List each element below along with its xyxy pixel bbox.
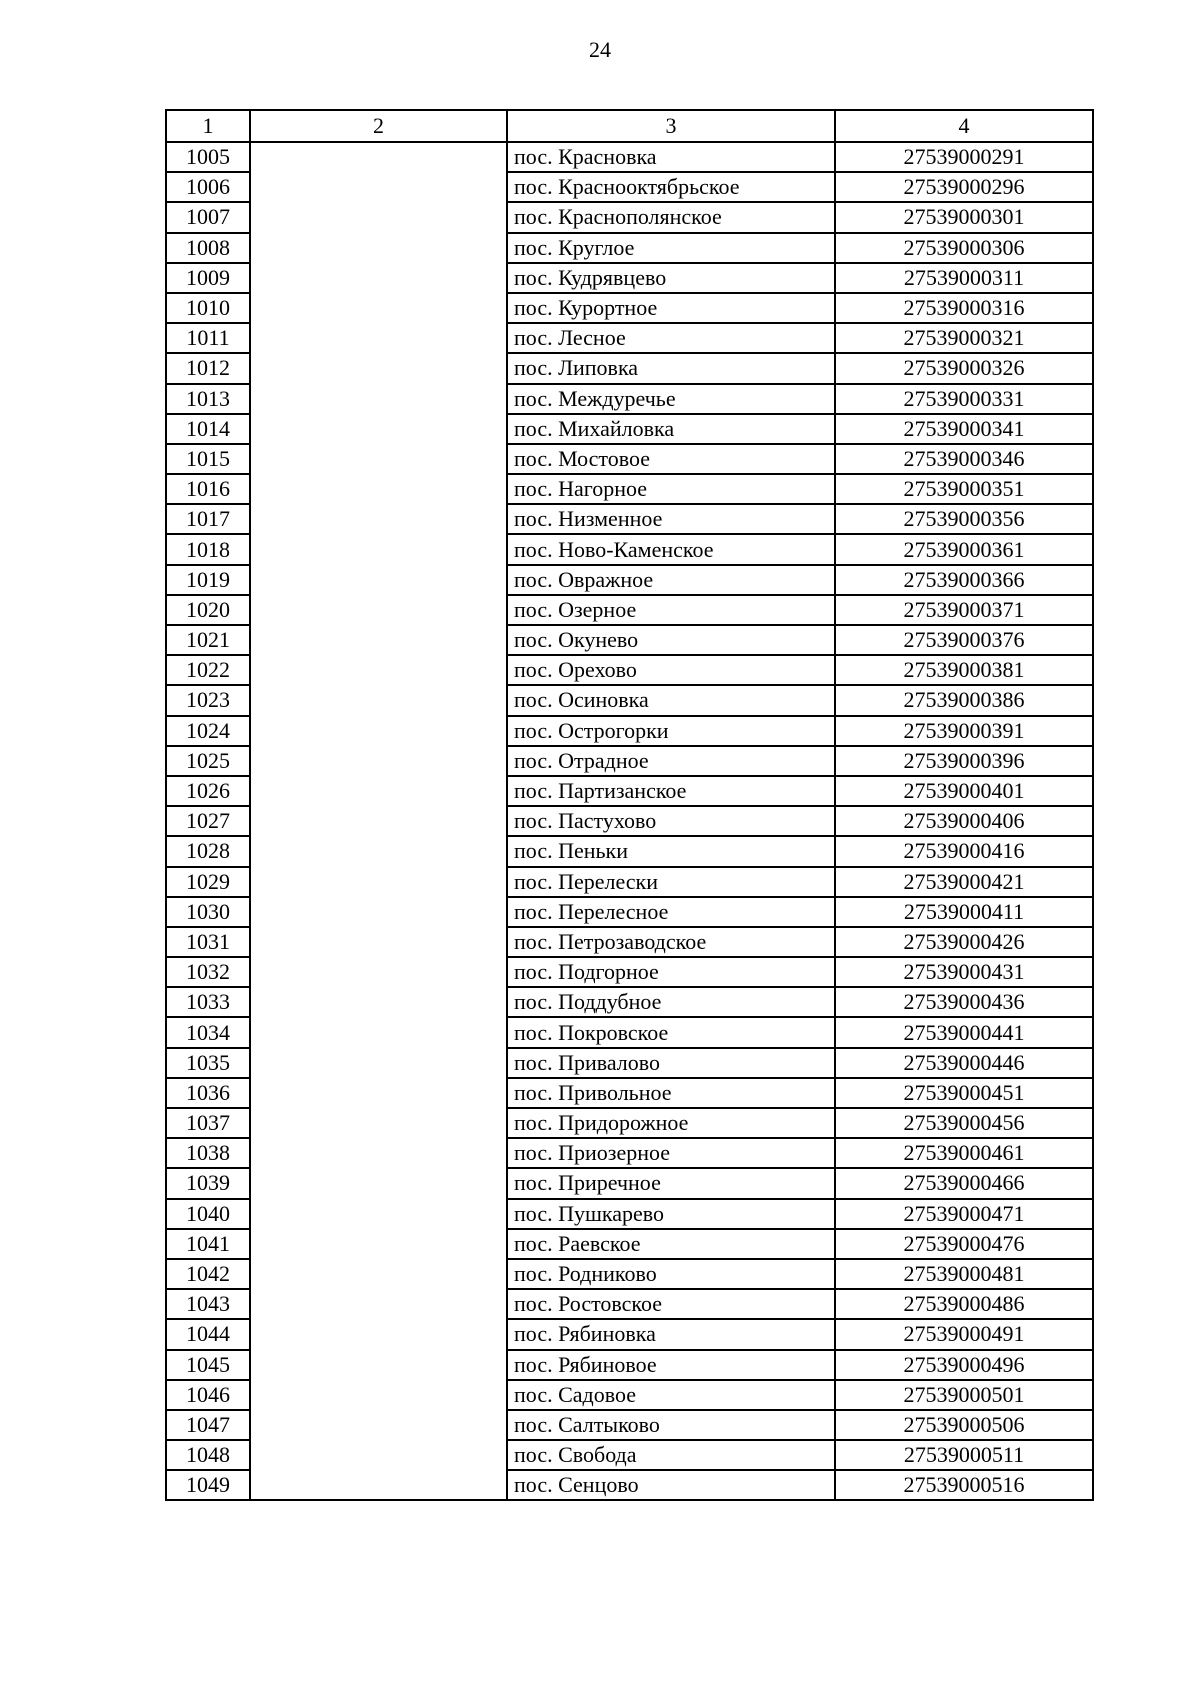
row-number: 1033: [166, 987, 250, 1017]
column-header-4: 4: [835, 110, 1093, 142]
row-number: 1018: [166, 534, 250, 564]
settlement-name: пос. Круглое: [507, 233, 835, 263]
settlement-name: пос. Пастухово: [507, 806, 835, 836]
oktmo-code: 27539000371: [835, 595, 1093, 625]
settlement-name: пос. Пушкарево: [507, 1199, 835, 1229]
oktmo-code: 27539000451: [835, 1078, 1093, 1108]
table-row: [166, 1350, 1093, 1380]
oktmo-code: 27539000341: [835, 414, 1093, 444]
oktmo-code: 27539000331: [835, 384, 1093, 414]
oktmo-code: 27539000321: [835, 323, 1093, 353]
row-number: 1017: [166, 504, 250, 534]
oktmo-code: 27539000291: [835, 142, 1093, 172]
oktmo-code: 27539000431: [835, 957, 1093, 987]
settlement-name: пос. Мостовое: [507, 444, 835, 474]
row-number: 1045: [166, 1350, 250, 1380]
oktmo-code: 27539000381: [835, 655, 1093, 685]
row-number: 1010: [166, 293, 250, 323]
empty-cell: [250, 1078, 507, 1108]
empty-cell: [250, 353, 507, 383]
empty-cell: [250, 444, 507, 474]
table-row: [166, 776, 1093, 806]
column-header-3: 3: [507, 110, 835, 142]
row-number: 1027: [166, 806, 250, 836]
table-row: [166, 987, 1093, 1017]
oktmo-code: 27539000356: [835, 504, 1093, 534]
settlement-name: пос. Садовое: [507, 1380, 835, 1410]
oktmo-code: 27539000366: [835, 565, 1093, 595]
empty-cell: [250, 1017, 507, 1047]
settlement-name: пос. Низменное: [507, 504, 835, 534]
empty-cell: [250, 1048, 507, 1078]
table-row: [166, 625, 1093, 655]
oktmo-code: 27539000436: [835, 987, 1093, 1017]
empty-cell: [250, 957, 507, 987]
empty-cell: [250, 1168, 507, 1198]
settlement-name: пос. Лесное: [507, 323, 835, 353]
settlement-name: пос. Нагорное: [507, 474, 835, 504]
oktmo-code: 27539000496: [835, 1350, 1093, 1380]
empty-cell: [250, 474, 507, 504]
empty-cell: [250, 1410, 507, 1440]
row-number: 1044: [166, 1319, 250, 1349]
table-row: [166, 957, 1093, 987]
table-row: [166, 263, 1093, 293]
oktmo-code: 27539000361: [835, 534, 1093, 564]
settlement-name: пос. Родниково: [507, 1259, 835, 1289]
table-row: [166, 293, 1093, 323]
row-number: 1025: [166, 746, 250, 776]
settlement-name: пос. Озерное: [507, 595, 835, 625]
settlement-name: пос. Осиновка: [507, 685, 835, 715]
table-row: [166, 655, 1093, 685]
row-number: 1034: [166, 1017, 250, 1047]
oktmo-code: 27539000491: [835, 1319, 1093, 1349]
row-number: 1035: [166, 1048, 250, 1078]
table-row: [166, 1259, 1093, 1289]
row-number: 1029: [166, 867, 250, 897]
row-number: 1011: [166, 323, 250, 353]
row-number: 1008: [166, 233, 250, 263]
empty-cell: [250, 1289, 507, 1319]
table-row: [166, 1017, 1093, 1047]
oktmo-code: 27539000501: [835, 1380, 1093, 1410]
oktmo-code: 27539000516: [835, 1470, 1093, 1500]
settlement-name: пос. Петрозаводское: [507, 927, 835, 957]
oktmo-code: 27539000511: [835, 1440, 1093, 1470]
row-number: 1031: [166, 927, 250, 957]
table-row: [166, 444, 1093, 474]
empty-cell: [250, 1229, 507, 1259]
settlement-name: пос. Краснооктябрьское: [507, 172, 835, 202]
table-row: [166, 323, 1093, 353]
row-number: 1026: [166, 776, 250, 806]
empty-cell: [250, 323, 507, 353]
settlement-table: [165, 109, 1094, 1501]
settlement-name: пос. Курортное: [507, 293, 835, 323]
empty-cell: [250, 625, 507, 655]
row-number: 1006: [166, 172, 250, 202]
oktmo-code: 27539000506: [835, 1410, 1093, 1440]
settlement-name: пос. Раевское: [507, 1229, 835, 1259]
row-number: 1040: [166, 1199, 250, 1229]
empty-cell: [250, 1199, 507, 1229]
table-row: [166, 897, 1093, 927]
settlement-name: пос. Салтыково: [507, 1410, 835, 1440]
settlement-name: пос. Липовка: [507, 353, 835, 383]
settlement-name: пос. Перелески: [507, 867, 835, 897]
table-row: [166, 1289, 1093, 1319]
row-number: 1036: [166, 1078, 250, 1108]
oktmo-code: 27539000406: [835, 806, 1093, 836]
oktmo-code: 27539000476: [835, 1229, 1093, 1259]
settlement-name: пос. Свобода: [507, 1440, 835, 1470]
empty-cell: [250, 1138, 507, 1168]
oktmo-code: 27539000456: [835, 1108, 1093, 1138]
row-number: 1019: [166, 565, 250, 595]
row-number: 1042: [166, 1259, 250, 1289]
oktmo-code: 27539000296: [835, 172, 1093, 202]
table-row: [166, 1229, 1093, 1259]
settlement-name: пос. Поддубное: [507, 987, 835, 1017]
row-number: 1048: [166, 1440, 250, 1470]
empty-cell: [250, 655, 507, 685]
oktmo-code: 27539000416: [835, 836, 1093, 866]
table-row: [166, 1199, 1093, 1229]
row-number: 1016: [166, 474, 250, 504]
oktmo-code: 27539000481: [835, 1259, 1093, 1289]
table-row: [166, 927, 1093, 957]
settlement-name: пос. Сенцово: [507, 1470, 835, 1500]
empty-cell: [250, 1319, 507, 1349]
table-row: [166, 1168, 1093, 1198]
table-row: [166, 534, 1093, 564]
empty-cell: [250, 293, 507, 323]
empty-cell: [250, 1470, 507, 1500]
table-row: [166, 142, 1093, 172]
page-number: 24: [589, 37, 611, 62]
oktmo-code: 27539000426: [835, 927, 1093, 957]
row-number: 1021: [166, 625, 250, 655]
oktmo-code: 27539000441: [835, 1017, 1093, 1047]
row-number: 1046: [166, 1380, 250, 1410]
empty-cell: [250, 867, 507, 897]
row-number: 1005: [166, 142, 250, 172]
row-number: 1039: [166, 1168, 250, 1198]
table-row: [166, 504, 1093, 534]
empty-cell: [250, 1440, 507, 1470]
oktmo-code: 27539000386: [835, 685, 1093, 715]
empty-cell: [250, 897, 507, 927]
empty-cell: [250, 172, 507, 202]
row-number: 1022: [166, 655, 250, 685]
oktmo-code: 27539000471: [835, 1199, 1093, 1229]
oktmo-code: 27539000326: [835, 353, 1093, 383]
table-row: [166, 202, 1093, 232]
empty-cell: [250, 202, 507, 232]
oktmo-code: 27539000396: [835, 746, 1093, 776]
table-row: [166, 384, 1093, 414]
settlement-name: пос. Краснополянское: [507, 202, 835, 232]
row-number: 1043: [166, 1289, 250, 1319]
table-row: [166, 1440, 1093, 1470]
empty-cell: [250, 595, 507, 625]
empty-cell: [250, 987, 507, 1017]
row-number: 1009: [166, 263, 250, 293]
settlement-name: пос. Рябиновое: [507, 1350, 835, 1380]
row-number: 1032: [166, 957, 250, 987]
settlement-name: пос. Междуречье: [507, 384, 835, 414]
settlement-name: пос. Орехово: [507, 655, 835, 685]
empty-cell: [250, 716, 507, 746]
oktmo-code: 27539000311: [835, 263, 1093, 293]
empty-cell: [250, 746, 507, 776]
table-row: [166, 867, 1093, 897]
settlement-name: пос. Михайловка: [507, 414, 835, 444]
settlement-name: пос. Острогорки: [507, 716, 835, 746]
table-header-row: [166, 110, 1093, 142]
oktmo-code: 27539000411: [835, 897, 1093, 927]
oktmo-code: 27539000306: [835, 233, 1093, 263]
row-number: 1023: [166, 685, 250, 715]
table-row: [166, 1319, 1093, 1349]
column-header-1: 1: [166, 110, 250, 142]
table-row: [166, 806, 1093, 836]
oktmo-code: 27539000391: [835, 716, 1093, 746]
empty-cell: [250, 414, 507, 444]
table-row: [166, 716, 1093, 746]
table-row: [166, 474, 1093, 504]
empty-cell: [250, 927, 507, 957]
settlement-name: пос. Привольное: [507, 1078, 835, 1108]
row-number: 1014: [166, 414, 250, 444]
row-number: 1013: [166, 384, 250, 414]
oktmo-code: 27539000346: [835, 444, 1093, 474]
oktmo-code: 27539000301: [835, 202, 1093, 232]
empty-cell: [250, 1108, 507, 1138]
settlement-name: пос. Партизанское: [507, 776, 835, 806]
table-row: [166, 595, 1093, 625]
oktmo-code: 27539000351: [835, 474, 1093, 504]
settlement-name: пос. Пеньки: [507, 836, 835, 866]
settlement-name: пос. Придорожное: [507, 1108, 835, 1138]
column-header-2: 2: [250, 110, 507, 142]
row-number: 1049: [166, 1470, 250, 1500]
table-row: [166, 353, 1093, 383]
settlement-name: пос. Окунево: [507, 625, 835, 655]
empty-cell: [250, 776, 507, 806]
table-row: [166, 1410, 1093, 1440]
empty-cell: [250, 384, 507, 414]
settlement-name: пос. Отрадное: [507, 746, 835, 776]
empty-cell: [250, 685, 507, 715]
table-row: [166, 1380, 1093, 1410]
table-row: [166, 685, 1093, 715]
oktmo-code: 27539000376: [835, 625, 1093, 655]
row-number: 1007: [166, 202, 250, 232]
settlement-name: пос. Ново-Каменское: [507, 534, 835, 564]
row-number: 1047: [166, 1410, 250, 1440]
table-row: [166, 1470, 1093, 1500]
settlement-name: пос. Перелесное: [507, 897, 835, 927]
oktmo-code: 27539000486: [835, 1289, 1093, 1319]
settlement-name: пос. Подгорное: [507, 957, 835, 987]
settlement-name: пос. Рябиновка: [507, 1319, 835, 1349]
row-number: 1015: [166, 444, 250, 474]
settlement-name: пос. Овражное: [507, 565, 835, 595]
row-number: 1012: [166, 353, 250, 383]
table-row: [166, 1078, 1093, 1108]
empty-cell: [250, 836, 507, 866]
empty-cell: [250, 534, 507, 564]
table-row: [166, 172, 1093, 202]
table-row: [166, 414, 1093, 444]
empty-cell: [250, 565, 507, 595]
oktmo-code: 27539000446: [835, 1048, 1093, 1078]
empty-cell: [250, 806, 507, 836]
table-row: [166, 1048, 1093, 1078]
table-row: [166, 1108, 1093, 1138]
empty-cell: [250, 233, 507, 263]
table-body: [166, 110, 1093, 1500]
oktmo-code: 27539000421: [835, 867, 1093, 897]
table-row: [166, 836, 1093, 866]
oktmo-code: 27539000461: [835, 1138, 1093, 1168]
empty-cell: [250, 263, 507, 293]
row-number: 1028: [166, 836, 250, 866]
table-row: [166, 1138, 1093, 1168]
empty-cell: [250, 504, 507, 534]
row-number: 1030: [166, 897, 250, 927]
row-number: 1024: [166, 716, 250, 746]
settlement-name: пос. Привалово: [507, 1048, 835, 1078]
empty-cell: [250, 1259, 507, 1289]
empty-cell: [250, 1350, 507, 1380]
row-number: 1037: [166, 1108, 250, 1138]
settlement-name: пос. Покровское: [507, 1017, 835, 1047]
table-row: [166, 565, 1093, 595]
settlement-name: пос. Красновка: [507, 142, 835, 172]
oktmo-code: 27539000401: [835, 776, 1093, 806]
settlement-name: пос. Приозерное: [507, 1138, 835, 1168]
row-number: 1038: [166, 1138, 250, 1168]
row-number: 1020: [166, 595, 250, 625]
empty-cell: [250, 142, 507, 172]
settlement-name: пос. Ростовское: [507, 1289, 835, 1319]
settlement-name: пос. Кудрявцево: [507, 263, 835, 293]
empty-cell: [250, 1380, 507, 1410]
settlement-name: пос. Приречное: [507, 1168, 835, 1198]
oktmo-code: 27539000466: [835, 1168, 1093, 1198]
oktmo-code: 27539000316: [835, 293, 1093, 323]
row-number: 1041: [166, 1229, 250, 1259]
table-row: [166, 746, 1093, 776]
table-row: [166, 233, 1093, 263]
